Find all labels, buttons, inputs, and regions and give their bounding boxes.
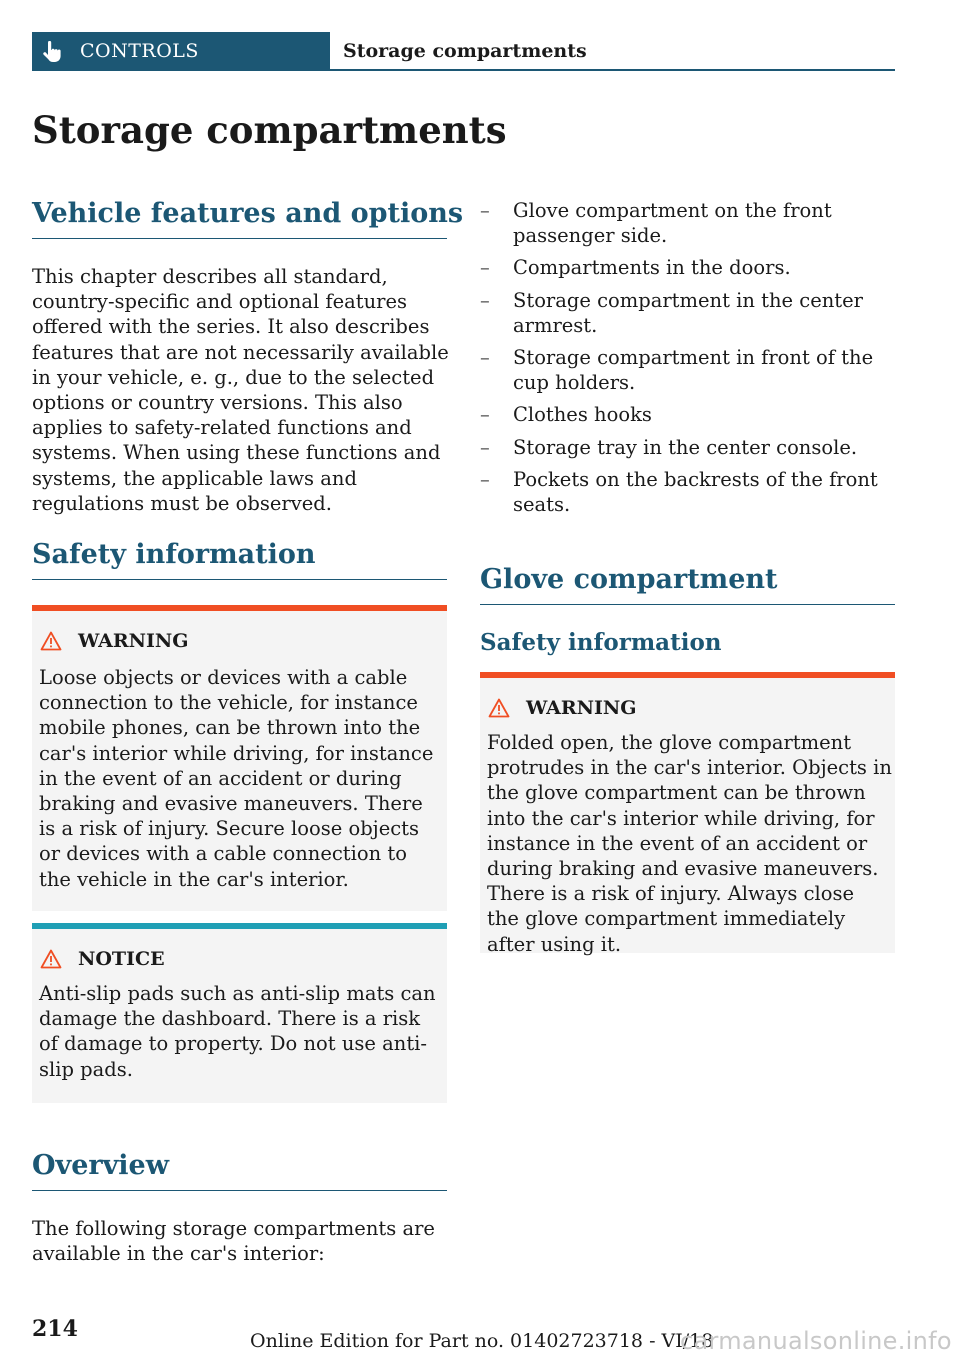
warning-label: WARNING xyxy=(78,630,189,652)
list-item: – Storage compartment in the center armrest. xyxy=(480,288,863,337)
list-item: – Storage compartment in front of the cup holders. xyxy=(480,346,874,395)
header-chapter-title: Storage compartments xyxy=(343,40,587,62)
pointing-hand-icon xyxy=(42,41,62,63)
vehicle-features-heading: Vehicle features and options xyxy=(32,198,464,229)
list-item: – Glove compartment on the front passenger side. xyxy=(480,199,832,248)
notice-text: Anti-slip pads such as anti-slip mats can damage the dashboard. There is a risk of damage to property. Do not use anti-slip pads. xyxy=(39,982,436,1081)
list-item: – Clothes hooks xyxy=(480,403,652,427)
storage-compartment-list xyxy=(480,198,896,524)
warning-triangle-icon xyxy=(40,631,62,651)
list-item: – Compartments in the doors. xyxy=(480,256,791,280)
warning-bar xyxy=(480,672,895,678)
warning-label: WARNING xyxy=(526,697,637,719)
glove-compartment-heading: Glove compartment xyxy=(480,564,778,595)
header-section-label: CONTROLS xyxy=(80,40,199,62)
section-rule xyxy=(480,604,895,605)
watermark: carmanualsonline.info xyxy=(680,1327,952,1355)
safety-heading: Safety information xyxy=(32,539,316,570)
warning-text: Loose objects or devices with a cable connection to the vehicle, for instance mobile phones, can be thrown into the car's interior while driving, for instance in the event of an accident or during braking and evasive maneuvers. There is a risk of injury. Secure loose objects or devices with a cable connection to the vehicle in the car's interior. xyxy=(39,666,434,891)
warning-bar xyxy=(32,605,447,611)
page-header xyxy=(32,32,895,71)
glove-warning-text: Folded open, the glove compartment protrudes in the car's interior. Objects in the glove compartment can be thrown into the car's interior while driving, for instance in the event of an accident or during braking and evasive maneuvers. There is a risk of injury. Always close the glove compartment immediately after using it. xyxy=(487,731,892,956)
header-rule xyxy=(330,69,895,71)
warning-triangle-icon xyxy=(40,949,62,969)
glove-warning-box xyxy=(480,672,895,956)
page-title: Storage compartments xyxy=(32,108,507,152)
section-rule xyxy=(32,1190,447,1191)
warning-box xyxy=(32,605,447,911)
warning-triangle-icon xyxy=(488,698,510,718)
notice-bar xyxy=(32,923,447,929)
notice-box xyxy=(32,923,447,1103)
page-number: 214 xyxy=(32,1316,78,1342)
overview-heading: Overview xyxy=(32,1150,169,1181)
section-rule xyxy=(32,579,447,580)
notice-label: NOTICE xyxy=(78,948,165,970)
list-item: – Pockets on the backrests of the front seats. xyxy=(480,467,878,517)
overview-text: The following storage compartments are available in the car's interior: xyxy=(32,1217,435,1266)
section-rule xyxy=(32,238,447,239)
edition-note: Online Edition for Part no. 01402723718 - VI/18 xyxy=(250,1330,714,1352)
vehicle-features-text: This chapter describes all standard, country-specific and optional features offered with the series. It also describes features that are not necessarily available in your vehicle, e. g., due to the selected options or country versions. This also applies to safety-related functions and systems. When using these functions and systems, the applicable laws and regulations must be observed. xyxy=(32,265,449,515)
glove-safety-heading: Safety information xyxy=(480,629,722,656)
list-item: – Storage tray in the center console. xyxy=(480,435,858,459)
header-section-tab xyxy=(32,32,330,71)
